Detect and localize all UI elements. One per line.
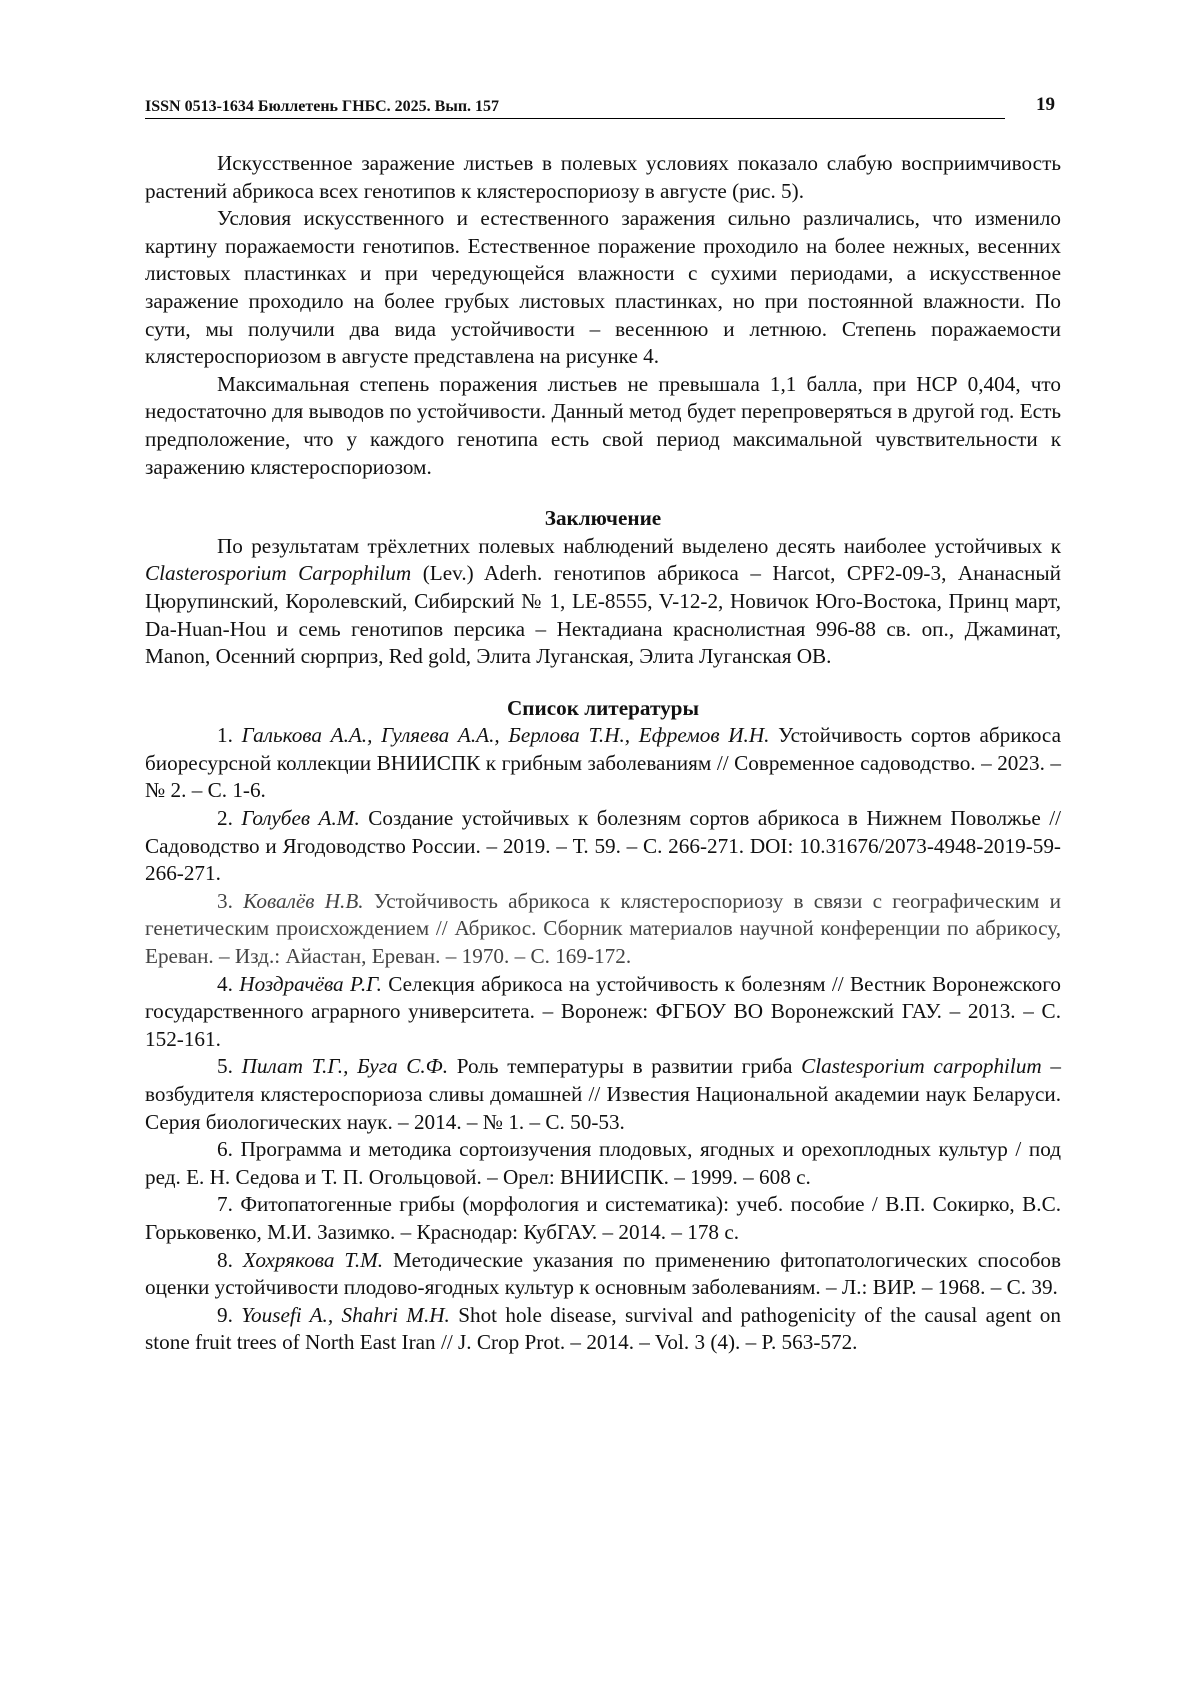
reference-item [145, 1191, 1061, 1246]
reference-number: 6. [217, 1137, 241, 1162]
reference-authors: Галькова А.А., Гуляева А.А., Берлова Т.Н., Ефремов И.Н. [241, 723, 770, 748]
reference-number: 7. [217, 1192, 241, 1217]
reference-number: 2. [217, 806, 242, 831]
reference-authors: Yousefi A., Shahri M.H. [241, 1302, 450, 1327]
reference-item [145, 1247, 1061, 1302]
running-head [145, 94, 1055, 122]
reference-text: Программа и методика сортоизучения плодовых, ягодных и орехоплодных культур / под ред. Е. Н. Седова и Т. П. Огольцовой. – Орел: ВНИИСПК. – 1999. – 608 с. [145, 1137, 1061, 1189]
reference-text: – возбудителя клястероспориоза сливы домашней // Известия Национальной академии наук Беларуси. Серия биологических наук. – 2014. – № 1. – С. 50-53. [145, 1054, 1062, 1134]
reference-authors: Ковалёв Н.В. [243, 888, 364, 913]
reference-authors: Голубев А.М. [241, 806, 360, 831]
reference-item [145, 888, 1061, 971]
header-rule [145, 118, 1005, 119]
reference-item [145, 722, 1061, 805]
reference-number: 8. [217, 1247, 243, 1272]
reference-text: Роль температуры в развитии гриба [448, 1054, 802, 1079]
reference-text: Устойчивость сортов абрикоса биоресурсной коллекции ВНИИСПК к грибным заболеваниям // Современное садоводство. – 2023. – № 2. – С. 1-6. [145, 723, 1062, 803]
conclusion-text-start: По результатам трёхлетних полевых наблюдений выделено десять наиболее устойчивых к [217, 533, 1061, 558]
reference-number: 9. [217, 1302, 242, 1327]
species-name: Clasterosporium Carpophilum [145, 561, 412, 586]
references-heading: Список литературы [506, 695, 699, 720]
page-content [145, 150, 1061, 1357]
body-paragraph: Искусственное заражение листьев в полевых условиях показало слабую восприимчивость растений абрикоса всех генотипов к клястероспориозу в августе (рис. 5). [145, 151, 1061, 203]
page-number: 19 [1036, 94, 1055, 115]
body-paragraph: Условия искусственного и естественного заражения сильно различались, что изменило картину поражаемости генотипов. Естественное поражение проходило на более нежных, весенних листовых пластинках и при чередующейся влажности с сухими периодами, а искусственное заражение проходило на более грубых листовых пластинках, но при постоянной влажности. По сути, мы получили два вида устойчивости – весеннюю и летнюю. Степень поражаемости клястероспориозом в августе представлена на рисунке 4. [145, 206, 1061, 369]
reference-item [145, 1053, 1061, 1136]
reference-number: 1. [217, 723, 242, 748]
reference-text: Фитопатогенные грибы (морфология и систематика): учеб. пособие / В.П. Сокирко, В.С. Горьковенко, М.И. Зазимко. – Краснодар: КубГАУ. – 2014. – 178 с. [145, 1192, 1061, 1244]
reference-authors: Пилат Т.Г., Буга С.Ф. [241, 1054, 449, 1079]
reference-item [145, 805, 1061, 888]
journal-title: ISSN 0513-1634 Бюллетень ГНБС. 2025. Вып. 157 [145, 98, 500, 115]
reference-list [145, 722, 1061, 1357]
reference-number: 4. [217, 971, 240, 996]
reference-item [145, 1136, 1061, 1191]
conclusion-paragraph [145, 533, 1061, 671]
reference-text: Селекция абрикоса на устойчивость к болезням // Вестник Воронежского государственного аграрного университета. – Воронеж: ФГБОУ ВО Воронежский ГАУ. – 2013. – С. 152-161. [145, 971, 1061, 1051]
reference-item [145, 1302, 1061, 1357]
conclusion-text-end: (Lev.) Aderh. генотипов абрикоса – Harcot, CPF2-09-3, Ананасный Цюрупинский, Королевский, Сибирский № 1, LE-8555, V-12-2, Новичок Юго-Востока, Принц март, Da-Huan-Hou и семь генотипов персика – Нектадиана краснолистная 996-88 св. оп., Джаминат, Manon, Осенний сюрприз, Red gold, Элита Луганская, Элита Луганская ОВ. [145, 561, 1061, 669]
reference-number: 5. [217, 1054, 242, 1079]
reference-text: Методические указания по применению фитопатологических способов оценки устойчивости плодово-ягодных культур к основным заболеваниям. – Л.: ВИР. – 1968. – С. 39. [145, 1247, 1062, 1300]
conclusion-heading: Заключение [544, 506, 662, 531]
reference-species: Clastesporium carpophilum [801, 1054, 1042, 1079]
reference-text: Устойчивость абрикоса к клястероспориозу в связи с географическим и генетическим происхождением // Абрикос. Сборник материалов научной конференции по абрикосу, Ереван. – Изд.: Айастан, Ереван. – 1970. – С. 169-172. [145, 888, 1062, 969]
reference-number: 3. [217, 888, 244, 913]
reference-authors: Ноздрачёва Р.Г. [239, 971, 382, 996]
reference-item [145, 971, 1061, 1054]
reference-authors: Хохрякова Т.М. [242, 1247, 384, 1272]
reference-text: Shot hole disease, survival and pathogenicity of the causal agent on stone fruit trees of North East Iran // J. Crop Prot. – 2014. – Vol. 3 (4). – P. 563-572. [145, 1302, 1061, 1355]
reference-text: Создание устойчивых к болезням сортов абрикоса в Нижнем Поволжье // Садоводство и Ягодоводство России. – 2019. – Т. 59. – С. 266-271. DOI: 10.31676/2073-4948-2019-59-266-271. [145, 806, 1062, 886]
body-paragraph: Максимальная степень поражения листьев не превышала 1,1 балла, при НСР 0,404, что недостаточно для выводов по устойчивости. Данный метод будет перепроверяться в другой год. Есть предположение, что у каждого генотипа есть свой период максимальной чувствительности к заражению клястероспориозом. [145, 371, 1061, 479]
